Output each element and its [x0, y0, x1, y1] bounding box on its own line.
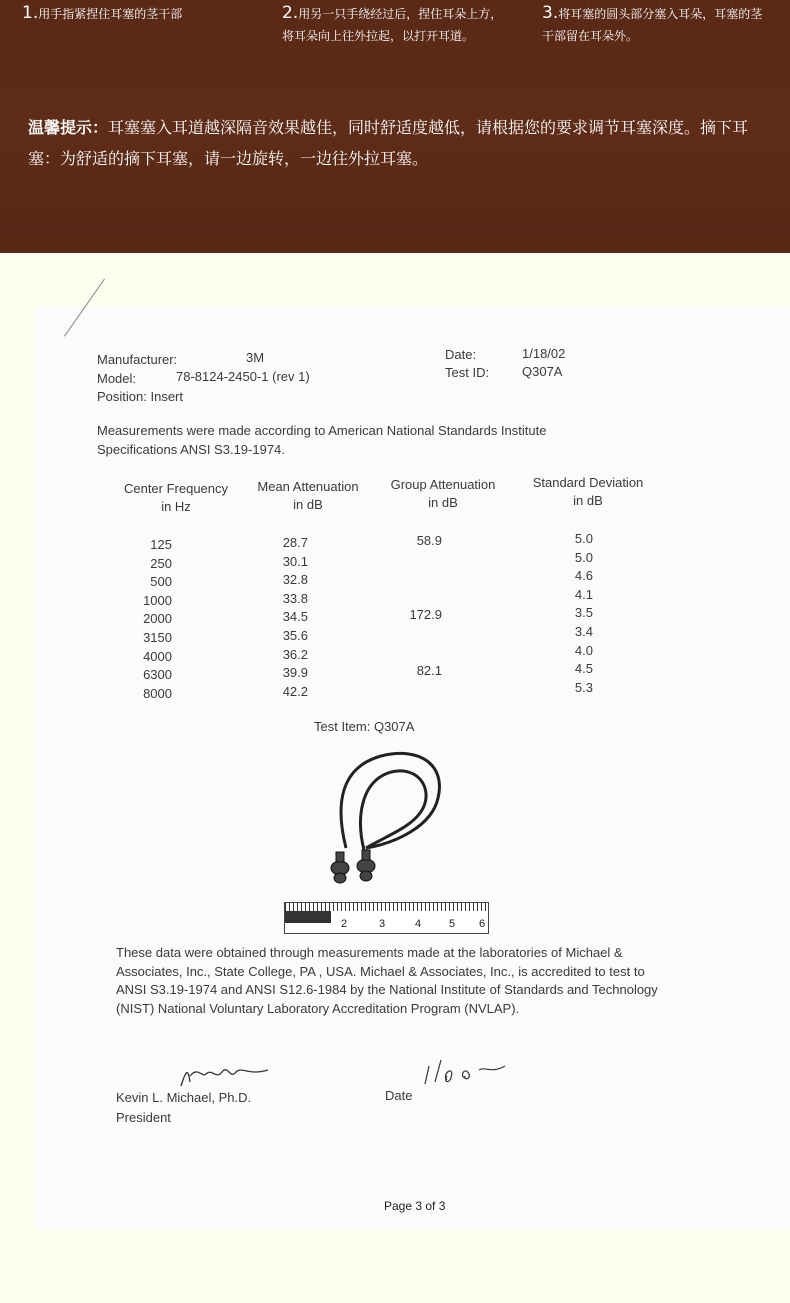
table-cell: 35.6	[282, 627, 308, 643]
table-cell: 1000	[143, 592, 172, 608]
group-header: Group Attenuation in dB	[390, 477, 496, 510]
step-1-text: 用手指紧捏住耳塞的茎干部	[38, 7, 183, 21]
ruler-ticks	[285, 903, 488, 911]
tip-text	[28, 112, 768, 174]
group-attenuation-column	[396, 532, 442, 699]
table-cell: 500	[150, 574, 172, 590]
table-cell: 28.7	[282, 535, 308, 550]
table-cell: 125	[150, 537, 172, 552]
ruler-number: 5	[449, 918, 456, 930]
step-1: 1.用手指紧捏住耳塞的茎干部	[22, 3, 183, 23]
table-cell: 4.6	[574, 568, 593, 584]
manufacturer-label: Manufacturer:	[97, 352, 178, 367]
step-3-text: 将耳塞的圆头部分塞入耳朵，耳塞的茎干部留在耳朵外。	[542, 7, 763, 43]
scan-mark	[64, 279, 105, 337]
signer-title: President	[116, 1110, 171, 1125]
table-cell	[396, 588, 442, 607]
standard-line-1: Measurements were made according to American National Standards Institute	[97, 423, 547, 438]
std-dev-column	[556, 530, 593, 697]
table-cell	[396, 625, 442, 644]
table-cell: 4.0	[574, 642, 593, 658]
step-3: 3.将耳塞的圆头部分塞入耳朵，耳塞的茎干部留在耳朵外。	[542, 3, 763, 43]
table-cell: 4000	[143, 648, 172, 664]
table-cell	[396, 569, 442, 588]
page-number: Page 3 of 3	[384, 1199, 446, 1213]
table-cell: 8000	[143, 685, 172, 701]
mean-attenuation-column	[268, 534, 308, 701]
table-cell: 5.0	[574, 549, 593, 565]
instruction-banner	[0, 0, 790, 253]
tip-body: 耳塞塞入耳道越深隔音效果越佳，同时舒适度越低，请根据您的要求调节耳塞深度。摘下耳塞：为舒适的摘下耳塞，请一边旋转，一边往外拉耳塞。	[28, 118, 749, 168]
accreditation-paragraph: These data were obtained through measurements made at the laboratories of Michael & Associates, Inc., State College, PA , USA. Michael & Associates, Inc., is accredited to test to ANSI S3.19-1974 and ANSI S12.6-1984 by the National Institute of Standards and Technology (NIST) National Voluntary Laboratory Accreditation Program (NVLAP).	[116, 945, 658, 1016]
standard-line-2: Specifications ANSI S3.19-1974.	[97, 442, 285, 457]
table-cell: 3150	[143, 629, 172, 645]
ruler-number: 3	[379, 918, 386, 930]
table-cell: 6300	[143, 667, 172, 683]
testid-value: Q307A	[522, 364, 563, 379]
date-value: 1/18/02	[522, 346, 566, 361]
table-cell: 2000	[143, 611, 172, 627]
date-sign-label: Date	[385, 1088, 413, 1103]
table-cell: 172.9	[409, 607, 442, 623]
table-cell: 34.5	[282, 609, 308, 625]
step-2-text: 用另一只手绕经过后，捏住耳朵上方，将耳朵向上往外拉起，以打开耳道。	[282, 7, 503, 43]
ruler-end	[285, 911, 331, 923]
table-cell: 58.9	[416, 533, 442, 548]
table-cell: 33.8	[282, 590, 308, 606]
table-cell: 5.0	[574, 531, 593, 546]
table-cell	[396, 681, 442, 700]
table-cell	[396, 644, 442, 663]
table-cell: 39.9	[282, 665, 308, 681]
manufacturer-value: 3M	[246, 350, 265, 365]
signature	[176, 1060, 276, 1090]
table-cell: 250	[150, 555, 172, 571]
tip-label: 温馨提示：	[28, 118, 109, 137]
sd-header: Standard Deviation in dB	[532, 475, 644, 508]
signer-name: Kevin L. Michael, Ph.D.	[116, 1090, 252, 1105]
ruler-number: 2	[341, 918, 348, 930]
mean-header: Mean Attenuation in dB	[257, 479, 359, 512]
position-text: Position: Insert	[97, 389, 183, 404]
table-cell: 42.2	[282, 683, 308, 699]
testid-label: Test ID:	[445, 365, 490, 380]
table-cell: 32.8	[282, 572, 308, 588]
table-cell: 36.2	[282, 646, 308, 662]
ruler-number: 4	[415, 918, 422, 930]
model-label: Model:	[97, 371, 137, 386]
table-cell: 82.1	[416, 663, 442, 679]
model-value: 78-8124-2450-1 (rev 1)	[176, 369, 310, 384]
date-label: Date:	[445, 347, 477, 362]
step-2: 2.用另一只手绕经过后，捏住耳朵上方，将耳朵向上往外拉起，以打开耳道。	[282, 3, 503, 43]
earplug-photo	[326, 748, 456, 893]
ruler-number: 6	[479, 918, 486, 930]
frequency-column	[128, 536, 172, 703]
table-cell: 3.5	[574, 605, 593, 621]
table-cell: 4.5	[574, 661, 593, 677]
table-cell: 30.1	[282, 553, 308, 569]
test-item-label: Test Item: Q307A	[314, 719, 415, 734]
freq-header: Center Frequency in Hz	[123, 481, 229, 514]
handwritten-date	[421, 1056, 511, 1088]
table-cell: 3.4	[574, 623, 593, 639]
table-cell: 4.1	[574, 586, 593, 602]
table-cell: 5.3	[574, 679, 593, 695]
measuring-ruler	[284, 902, 489, 934]
table-cell	[396, 551, 442, 570]
test-report-sheet	[36, 308, 790, 1228]
